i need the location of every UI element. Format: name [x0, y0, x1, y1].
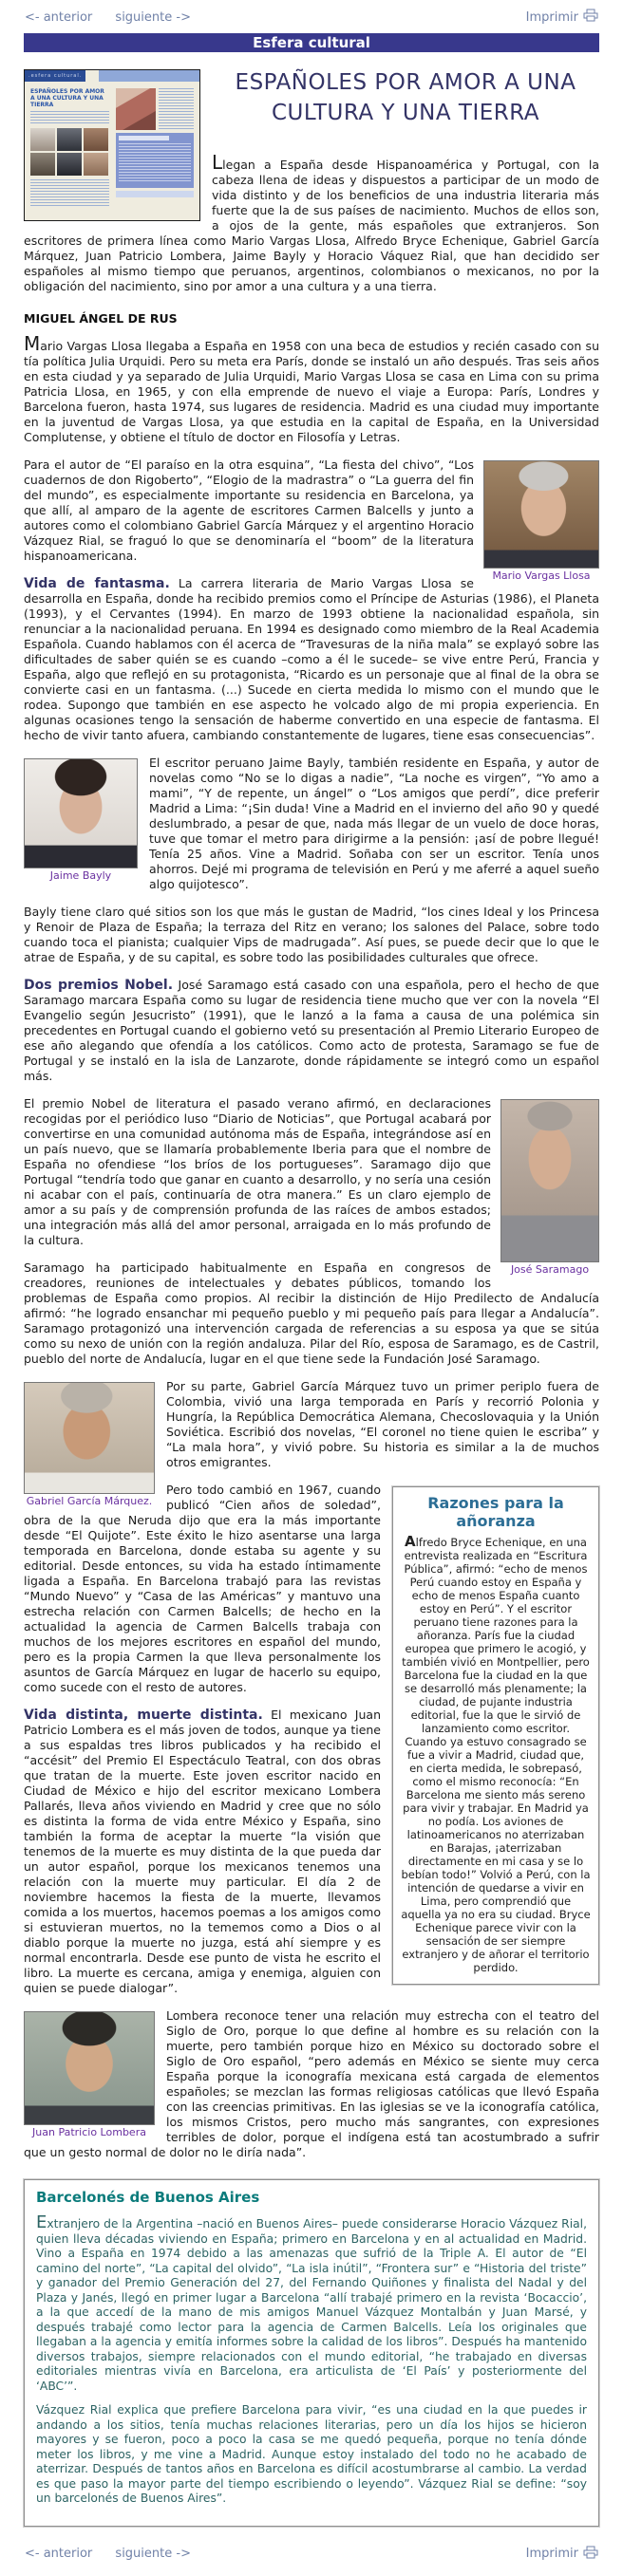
page-title: ESPAÑOLES POR AMOR A UNA CULTURA Y UNA TIERRA: [235, 70, 576, 126]
thumbnail-left-page: [30, 88, 109, 206]
jaime-bayly-photo: [24, 758, 138, 868]
drop-cap: M: [24, 332, 41, 356]
paragraph-lombera-2: Lombera reconoce tener una relación muy estrecha con el teatro del Siglo de Oro, porque lo que define al hombre es su relación con la muerte, pero también porque hizo en México su doctorado sobre el Siglo de Oro español, “pero además en México se siente muy cerca España porque la iconografía mexicana está cargada de elementos españoles; se mezclan las formas religiosas católicas que llevó España con las creencias primitivas. En las iglesias se ve la iconografía católica, los mismos Cristos, pero mucho más sangrantes, con expresiones terribles de dolor, porque el indígena está tan acostumbrado a sufrir que un gesto normal de dolor no le diría nada”.: [24, 2008, 599, 2160]
thumbnail-portrait-grid: [30, 128, 109, 176]
bottom-nav: [24, 2542, 599, 2568]
section-dos-premios-nobel: Dos premios Nobel. José Saramago está casado con una española, pero el hecho de que Saramago marcara España como su lugar de residencia tiene mucho que ver con la novela “El Evangelio según Jesucristo” (1991), que le lanzó a la fama a causa de una polémica sin precedentes en Portugal cuando el gobierno vetó su presentación al Premio Literario Europeo de ese año alegando que ofendía a los católicos. Como acto de protesta, Saramago se fue de Portugal y se instaló en la isla de Lanzarote, donde rápidamente se integró como un español más.: [24, 978, 599, 1084]
article-thumbnail[interactable]: [24, 69, 200, 221]
lombera-photo: [24, 2011, 155, 2125]
photo-caption: José Saramago: [510, 1263, 590, 1277]
jaime-bayly-figure: [24, 758, 138, 882]
printer-icon: [583, 9, 598, 26]
print-label: Imprimir: [525, 2547, 578, 2562]
section-vida-de-fantasma: Vida de fantasma. La carrera literaria de Mario Vargas Llosa se desarrolla en España, donde ha recibido premios como el Príncipe de Asturias (1986), el Planeta (1993), y el Cervantes (1994). En marzo de 1993 obtiene la nacionalidad española, sin renunciar a la nacionalidad peruana. En 1994 es designado como miembro de la Real Academia Española. Cuando hablamos con él acerca de “Travesuras de la niña mala” se explayó sobre las dificultades de saber quién se es cuando –como a él le sucede– se vive entre Perú, Francia y España, algo que reflejó en su protagonista, “Ricardo es un personaje que al final de la obra se convierte casi en un fantasma. (...) Sucede en cierta medida lo mismo con el mundo que le rodea. Supongo que también en ese aspecto he volcado algo de mi propia experiencia. En algunas ocasiones tengo la sensación de haberme convertido en una especie de fantasma. El hecho de vivir tanto afuera, cambiando constantemente de lugares, tiene esas consecuencias”.: [24, 576, 599, 743]
thumbnail-strip-label: .esfera cultural.: [25, 70, 85, 82]
pager-links: [25, 10, 210, 25]
thumbnail-top-strip: [25, 70, 199, 82]
previous-link[interactable]: <- anterior: [25, 9, 93, 25]
photo-caption: Jaime Bayly: [49, 869, 112, 883]
lombera-figure: [24, 2011, 155, 2138]
garcia-marquez-photo: [24, 1382, 155, 1494]
vargas-llosa-figure: [483, 460, 599, 582]
drop-cap: A: [405, 1533, 416, 1551]
paragraph-vargas-2: Para el autor de “El paraíso en la otra esquina”, “La fiesta del chivo”, “Los cuadernos de don Rigoberto”, “Elogio de la madrastra” o “La guerra del fin del mundo”, es especialmente importante su residencia en Barcelona, ya que allí, al amparo de la agente de escritores Carmen Balcells y junto a autores como el colombiano Gabriel García Márquez y el argentino Horacio Vázquez Rial, se fraguó lo que se denominaría el “boom” de la literatura hispanoamericana.: [24, 457, 474, 564]
thumbnail-photo: [116, 88, 157, 130]
top-nav: [24, 5, 599, 31]
printer-icon: [583, 2546, 598, 2563]
bottom-box-paragraph-2: Vázquez Rial explica que prefiere Barcelona para vivir, “es una ciudad en la que puedes ir andando a los sitios, tenía muchas relaciones literarias, pero un día los hijos se hicieron mayores y se fueron, poco a poco la casa se me quedó pequeña, porque no tenía dónde meter los libros, y me vine a Madrid. Aunque estoy instalado del todo no he acabado de aterrizar. Después de tantos años en Barcelona es difícil acostumbrarse al cambio. La verdad es que paso la mayor parte del tiempo escribiendo o leyendo”. Vázquez Rial se define: “soy un barcelonés de Buenos Aires”.: [36, 2403, 587, 2506]
thumbnail-right-page: [116, 88, 195, 206]
bottom-box-barcelones: [24, 2179, 599, 2527]
print-label: Imprimir: [525, 9, 578, 25]
article: [24, 67, 599, 2527]
paragraph-bayly-2: Bayly tiene claro qué sitios son los que más le gustan de Madrid, “los cines Ideal y los Princesa y Renoir de Plaza de España; la terraza del Ritz en verano; los salones del Palace, sobre todo cuando toca el pianista; cualquier Vips de madrugada”. Así pues, se puede decir que lo que le atrae de España, y de su capital, es sobre todo las posibilidades culturales que ofrece.: [24, 905, 599, 965]
photo-caption: Gabriel García Márquez.: [26, 1495, 153, 1508]
print-button[interactable]: [526, 9, 598, 26]
pager-links: [25, 2547, 210, 2561]
saramago-photo: [500, 1099, 599, 1262]
next-link[interactable]: siguiente ->: [115, 9, 191, 25]
garcia-marquez-figure: [24, 1382, 155, 1507]
section-heading: Vida de fantasma.: [24, 576, 170, 592]
author-heading: MIGUEL ÁNGEL DE RUS: [24, 311, 178, 327]
paragraph-bayly-1: El escritor peruano Jaime Bayly, también residente en España, y autor de novelas como “No se lo digas a nadie”, “La noche es virgen”, “Yo amo a mami”, “Y de repente, un ángel” o “Los amigos que perdí”, dice preferir Madrid a Lima: “¡Sin duda! Vine a Madrid en el invierno del año 90 y quedé deslumbrado, a pesar de que, nada más llegar de un vuelo de doce horas, tuve que tomar el metro para dirigirme a la pensión: ¡así de pobre llegué! Tenía 25 años. Vine a Madrid. Soñaba con ser un escritor. Tenía unos ahorros. Dejé mi programa de televisión en Perú y me aferré a aquel sueño algo quijotesco”.: [149, 756, 599, 892]
bottom-box-title: Barcelonés de Buenos Aires: [36, 2189, 260, 2207]
previous-link[interactable]: <- anterior: [25, 2547, 93, 2562]
drop-cap: E: [36, 2212, 47, 2233]
paragraph-marquez-1: Por su parte, Gabriel García Márquez tuvo un primer periplo fuera de Colombia, vivió una larga temporada en París y recorrió Polonia y Hungría, la República Democrática Alemana, Checoslovaquia y la Unión Soviética. Escribió dos novelas, “El coronel no tiene quien le escriba” y “La mala hora”, y vivió pobre. Su historia es similar a la de muchos otros emigrantes.: [166, 1379, 599, 1470]
sidebar-box-anoranza: [392, 1486, 599, 1985]
photo-caption: Juan Patricio Lombera: [32, 2126, 146, 2139]
saramago-figure: [500, 1099, 599, 1276]
paragraph-saramago-3: Saramago ha participado habitualmente en España en congresos de creadores, reuniones de intelectuales y debates públicos, tomando los problemas de España como propios. Al recibir la distinción de Hijo Predilecto de Andalucía afirmó: “he logrado ensanchar mi pequeño pueblo y mi pequeño país para llegar a Andalucía”. Saramago protagonizó una intervención cargada de referencias a su esposa ya que se sitúa como su nexo de unión con la región andaluza. Pilar del Río, esposa de Saramago, es de Castril, pueblo del norte de Andalucía, lugar en el que tiene sede la Fundación José Saramago.: [24, 1260, 599, 1367]
section-banner: Esfera cultural: [24, 33, 599, 52]
next-link[interactable]: siguiente ->: [115, 2547, 191, 2562]
sidebar-box-text: Alfredo Bryce Echenique, en una entrevista realizada en “Escritura Pública”, afirmó: “echo de menos Perú cuando estoy en España y echo de menos España cuanto estoy en Perú”. Y el escritor peruano tiene razones para la añoranza. París fue la ciudad europea que primero le acogió, y también vivió en Montpellier, pero Barcelona fue la ciudad en la que se desarrolló más plenamente; la ciudad, de pujante industria editorial, fue la que le sirvió de lanzamiento como escritor. Cuando ya estuvo consagrado se fue a vivir a Madrid, ciudad que, en cierta medida, le sobrepasó, como el mismo reconocía: “En Barcelona me siento más sereno para vivir y trabajar. En Madrid ya no podía. Los aviones de latinoamericanos no aterrizaban en Barajas, ¡aterrizaban directamente en mi casa y se lo bebían todo!” Volvió a Perú, con la intención de quedarse a vivir en Lima, pero comprendió que aquella ya no era su ciudad. Bryce Echenique parece vivir con la sensación de ser siempre extranjero y de añorar el territorio perdido.: [401, 1533, 591, 1975]
section-vida-distinta: Vida distinta, muerte distinta. El mexicano Juan Patricio Lombera es el más joven de todos, aunque ya tiene a sus espaldas tres libros publicados y ha recibido el “accésit” del Premio El Espectáculo Teatral, con dos obras que tratan de la muerte. Este joven escritor nacido en Ciudad de México e hijo del escritor mexicano Lombera Pallarés, lleva años viviendo en Madrid y cree que no sólo es distinta la forma de vida entre México y España, sino también la forma de aceptar la muerte “la visión que tenemos de la muerte es muy distinta de la que pueda dar un autor español, porque los mexicanos tenemos una relación con la muerte muy particular. El día 2 de noviembre hacemos la fiesta de la muerte, llevamos comida a los muertos, hacemos poemas a los amigos como si estuvieran muertos, no la tememos como a Dios o al diablo porque la muerte no juzga, está ahí siempre y es normal encontrarla. Desde ese punto de vista he escrito el libro. La muerte es cercana, amiga y enemiga, alguien con quien se puede dialogar”.: [24, 1708, 381, 1996]
paragraph-intro: Llegan a España desde Hispanoamérica y Portugal, con la cabeza llena de ideas y dispuestos a participar de un modo de vida distinto y de los beneficios de una industria literaria más fuerte que la de sus países de nacimiento. Muchos de ellos son, a ojos de la gente, más españoles que extranjeros. Son escritores de primera línea como Mario Vargas Llosa, Alfredo Bryce Echenique, Gabriel García Márquez, Juan Patricio Lombera, Jaime Bayly y Horacio Váquez Rial, que han decidido ser españoles al mismo tiempo que peruanos, argentinos, colombianos o mexicanos, no por la obligación del nacimiento, sino por amor a una cultura y a una tierra.: [24, 151, 599, 294]
paragraph-saramago-2: El premio Nobel de literatura el pasado verano afirmó, en declaraciones recogidas por el periódico luso “Diario de Noticias”, que Portugal acabará por convertirse en una comunidad autónoma más de España, integrándose así en un país nuevo, que se llamaría probablemente Iberia para que el nombre de España no ofendiese “los bríos de los portugueses”. Saramago dijo que Portugal “tendría todo que ganar en cuanto a desarrollo, y no sería una cesión ni acabar con el país, continuaría de otra manera.” Es un claro ejemplo de amor a su país y de comprensión profunda de las raíces de ambos estados; una integración más allá del amor personal, arraigada en lo más profundo de la cultura.: [24, 1096, 491, 1248]
section-heading: Vida distinta, muerte distinta.: [24, 1708, 263, 1724]
sidebar-box-title: Razones para la añoranza: [427, 1494, 564, 1531]
bottom-box-paragraph-1: Extranjero de la Argentina –nació en Buenos Aires– puede considerarse Horacio Vázquez Rial, quien lleva décadas viviendo en España; primero en Barcelona y en al actualidad en Madrid. Vino a España en 1974 debido a las amenazas que sufrió de la Triple A. El autor de “El camino del norte”, “La capital del olvido”, “La isla inútil”, “Frontera sur” e “Historia del triste” y ganador del Premio Generación del 27, del Fernando Quiñones y finalista del Nadal y del Plaza y Janés, llegó en primer lugar a Barcelona “allí trabajé primero en la revista ‘Bocaccio’, a la que accedí de la mano de mis amigos Manuel Vázquez Montalbán y Juan Marsé, y después trabajé como lector para la agencia de Carmen Balcells. Leía los originales que llegaban a la agencia y emitía informes sobre la calidad de los libros”. Después ha mantenido diversos trabajos, siempre relacionados con el mundo editorial, “he trabajado en diversas editoriales mientras vivía en Barcelona, era articulista de ‘El País’ y posteriormente del ‘ABC’”.: [36, 2212, 587, 2393]
thumbnail-headline: ESPAÑOLES POR AMOR A UNA CULTURA Y UNA TIERRA: [30, 88, 104, 108]
photo-caption: Mario Vargas Llosa: [492, 569, 591, 583]
paragraph-marquez-2: Pero todo cambió en 1967, cuando publicó “Cien años de soledad”, obra de la que Neruda dijo que era la más importante desde “El Quijote”. Este éxito le hizo asentarse una larga temporada en Barcelona, donde estaba su agente y su editorial. Desde entonces, su vida ha estado íntimamente ligada a España. En Barcelona trabajó para las revistas “Mundo Nuevo” y “Casa de las Américas” y mantuvo una estrecha relación con Carmen Balcells; de hecho en la actualidad la agencia de Carmen Balcells trabaja con muchos de los mejores escritores en español del mundo, pero es la propia Carmen la que lleva personalmente los asuntos de García Márquez en lugar de hacerlo su equipo, como sucede con el resto de autores.: [24, 1483, 381, 1695]
vargas-llosa-photo: [483, 460, 599, 569]
paragraph-vargas-1: Mario Vargas Llosa llegaba a España en 1958 con una beca de estudios y recién casado con su tía política Julia Urquidi. Pero su meta era París, donde se instaló un año después. Tras seis años en esta ciudad y ya separado de Julia Urquidi, Mario Vargas Llosa se casa en Lima con su prima Patricia Llosa, en 1965, y con ella emprende de nuevo el viaje a Europa: París, Londres y Barcelona fueron, hasta 1974, sus lugares de residencia. Madrid es una ciudad muy importante en la juventud de Vargas Llosa, ya que estudia en la capital de España, en la Universidad Complutense, y obtiene el título de doctor en Filosofía y Letras.: [24, 332, 599, 445]
thumbnail-sidebar-box: [116, 133, 195, 188]
print-button[interactable]: [526, 2546, 598, 2563]
drop-cap: L: [212, 151, 223, 175]
section-heading: Dos premios Nobel.: [24, 978, 174, 994]
